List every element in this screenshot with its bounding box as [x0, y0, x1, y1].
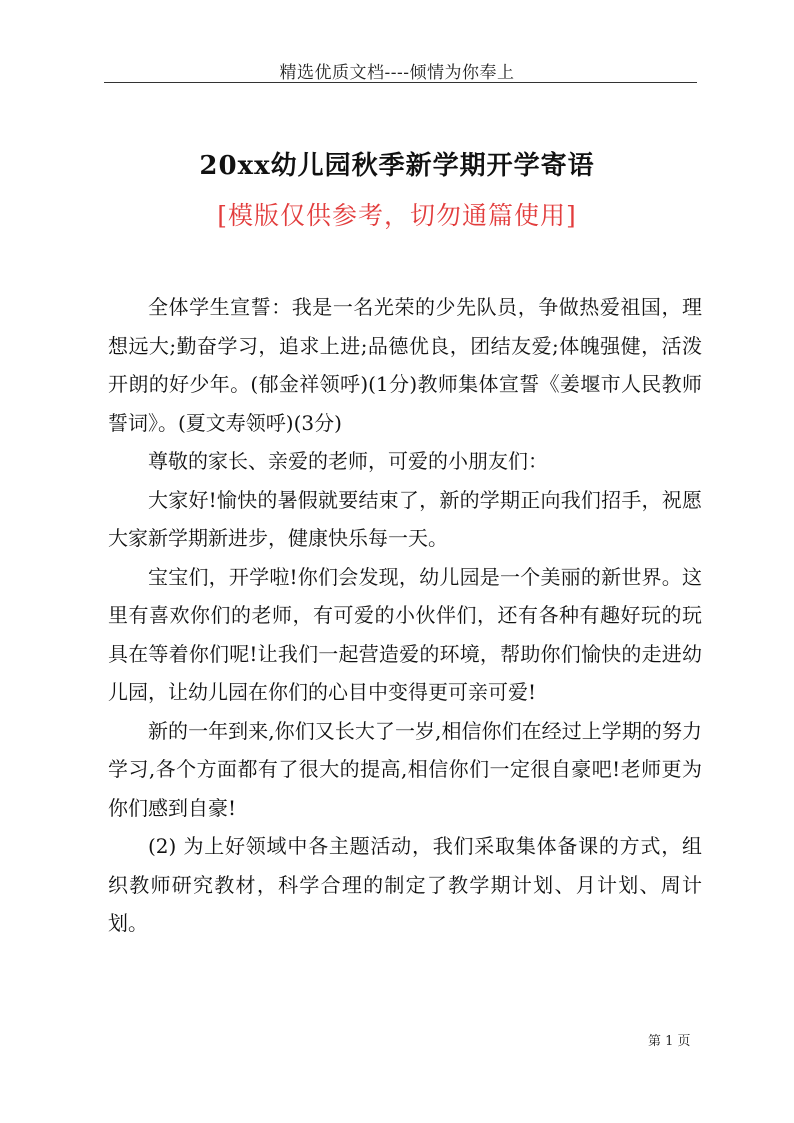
document-subtitle: [模版仅供参考，切勿通篇使用]: [217, 201, 577, 230]
page-number: 第 1 页: [648, 1034, 691, 1049]
document-title: 20xx幼儿园秋季新学期开学寄语: [199, 151, 595, 181]
paragraph-lesson-planning: (2) 为上好领域中各主题活动，我们采取集体备课的方式，组织教师研究教材，科学合理的制定了教学期计划、月计划、周计划。: [108, 834, 702, 935]
paragraph-kindergarten: 宝宝们，开学啦!你们会发现，幼儿园是一个美丽的新世界。这里有喜欢你们的老师，有可爱的小伙伴们，还有各种有趣好玩的玩具在等着你们呢!让我们一起营造爱的环境，帮助你们愉快的走进幼儿园，让幼儿园在你们的心目中变得更可亲可爱!: [108, 564, 702, 704]
header-divider: [104, 82, 697, 83]
page-header: 精选优质文档----倾情为你奉上: [279, 63, 515, 83]
paragraph-welcome: 大家好!愉快的暑假就要结束了，新的学期正向我们招手，祝愿大家新学期新进步，健康快乐每一天。: [108, 487, 702, 550]
paragraph-oath: 全体学生宣誓：我是一名光荣的少先队员，争做热爱祖国，理想远大;勤奋学习，追求上进;品德优良，团结友爱;体魄强健，活泼开朗的好少年。(郁金祥领呼)(1分)教师集体宣誓《姜堰市人民教师誓词》。(夏文寿领呼)(3分): [108, 295, 702, 435]
document-body: [108, 288, 702, 943]
paragraph-new-year: 新的一年到来,你们又长大了一岁,相信你们在经过上学期的努力学习,各个方面都有了很大的提高,相信你们一定很自豪吧!老师更为你们感到自豪!: [108, 718, 702, 820]
paragraph-greeting: 尊敬的家长、亲爱的老师，可爱的小朋友们：: [148, 449, 548, 473]
